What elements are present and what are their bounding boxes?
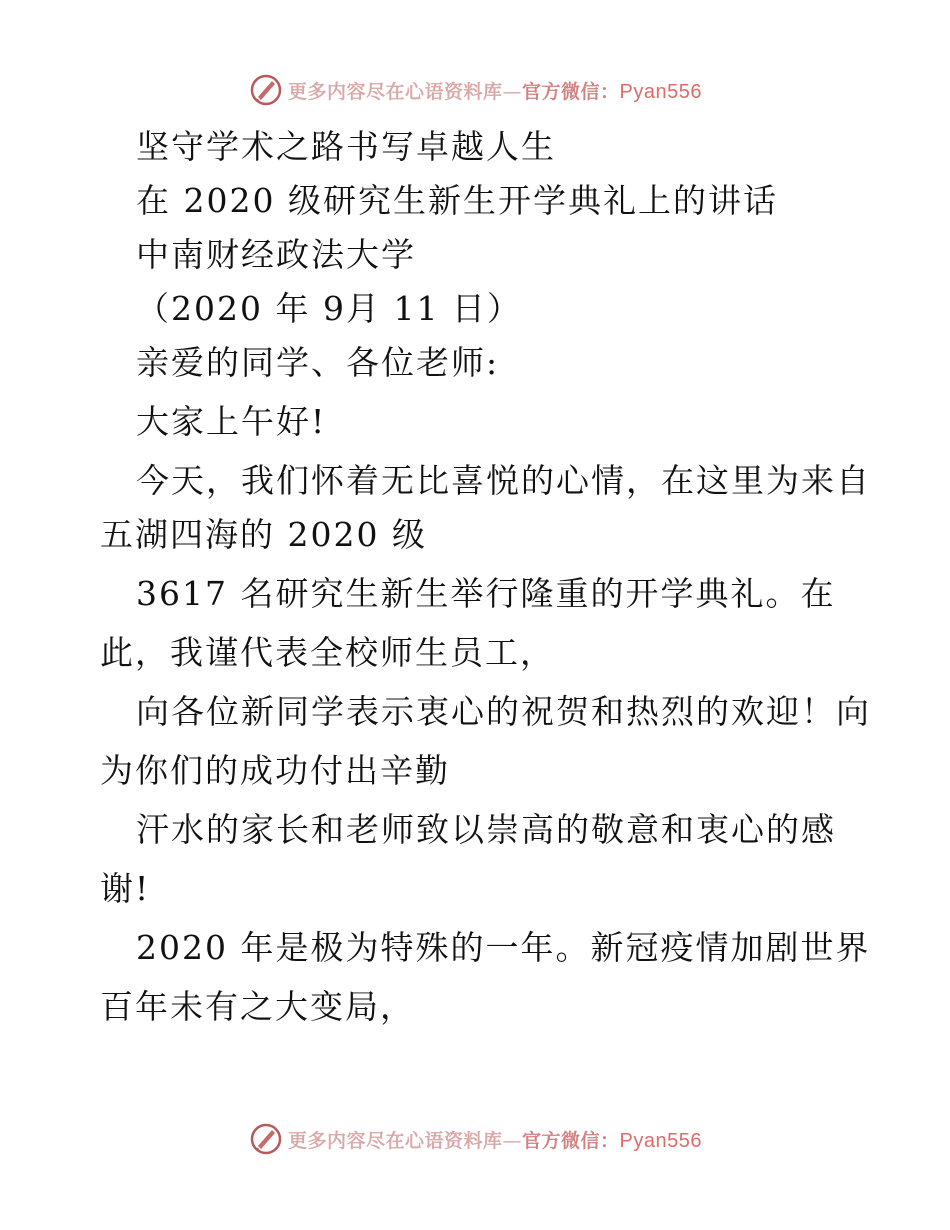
watermark-dash: — (502, 1129, 523, 1152)
doc-subtitle: 在 2020 级研究生新生开学典礼上的讲话 (136, 181, 778, 220)
doc-paragraph-line: 百年未有之大变局， (100, 987, 415, 1026)
doc-paragraph-line: 2020 年是极为特殊的一年。新冠疫情加剧世界 (136, 928, 871, 967)
watermark-wechat-label: 官方微信： (522, 1129, 620, 1152)
doc-salutation: 亲爱的同学、各位老师: (136, 343, 500, 382)
pen-circle-logo-icon (248, 72, 284, 108)
watermark-wechat-id: Pyan556 (619, 1129, 702, 1152)
watermark-banner-top (0, 68, 950, 112)
doc-paragraph-line: 五湖四海的 2020 级 (100, 515, 427, 554)
watermark-dash: — (502, 80, 523, 103)
doc-title: 坚守学术之路书写卓越人生 (136, 127, 556, 166)
pen-circle-logo-icon (248, 1121, 284, 1157)
watermark-wechat-id: Pyan556 (619, 80, 702, 103)
doc-paragraph-line: 今天，我们怀着无比喜悦的心情，在这里为来自 (136, 461, 871, 500)
doc-paragraph-line: 汗水的家长和老师致以崇高的敬意和衷心的感 (136, 810, 836, 849)
doc-greeting: 大家上午好! (136, 402, 327, 441)
doc-paragraph-line: 谢! (100, 869, 151, 908)
doc-paragraph-line: 3617 名研究生新生举行隆重的开学典礼。在 (136, 574, 836, 613)
doc-paragraph-line: 向各位新同学表示衷心的祝贺和热烈的欢迎！向 (136, 692, 871, 731)
doc-paragraph-line: 此，我谨代表全校师生员工， (100, 633, 555, 672)
watermark-main-text: 更多内容尽在心语资料库 (288, 1129, 503, 1152)
doc-institution: 中南财经政法大学 (136, 235, 416, 274)
watermark-banner-bottom (0, 1117, 950, 1161)
watermark-wechat-label: 官方微信： (522, 80, 620, 103)
doc-date: （2020 年 9月 11 日） (136, 289, 522, 328)
document-body (100, 120, 871, 1034)
watermark-main-text: 更多内容尽在心语资料库 (288, 80, 503, 103)
doc-paragraph-line: 为你们的成功付出辛勤 (100, 751, 450, 790)
